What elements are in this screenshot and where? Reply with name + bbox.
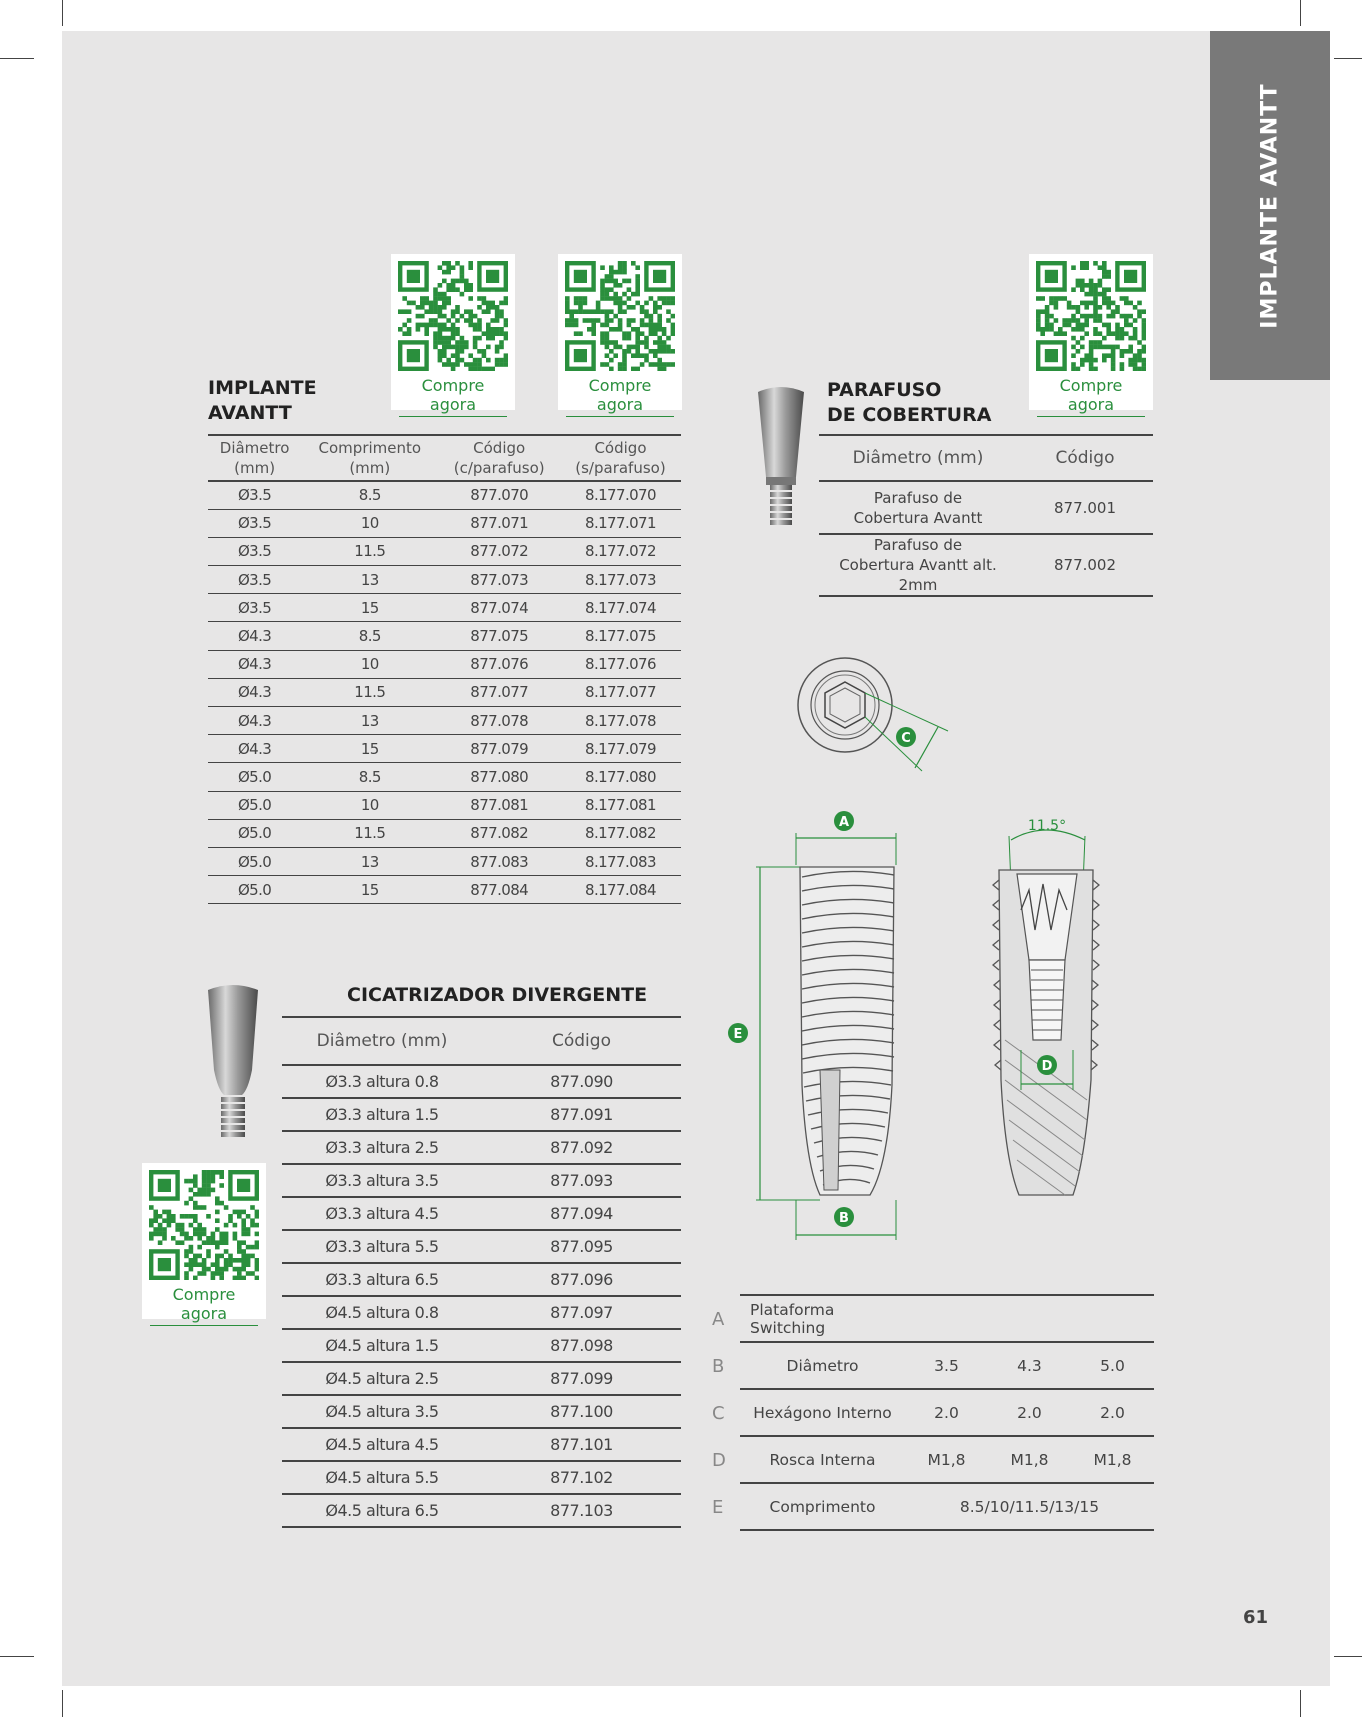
comprimento-cell: 15 [301,594,438,622]
table-row [208,847,681,875]
description-cell: Parafuso de Cobertura Avantt alt. 2mm [819,534,1017,596]
svg-text:A: A [838,815,850,830]
table-row [282,1428,681,1461]
codigo-cell: 877.102 [482,1461,681,1494]
diametro-cell: Ø3.3 altura 6.5 [282,1263,482,1296]
table-row [282,1098,681,1131]
buy-now-link[interactable]: Compre agora [566,376,674,417]
codigo-c-cell: 877.076 [438,650,560,678]
codigo-cell: 877.097 [482,1296,681,1329]
spec-value: 2.0 [988,1389,1071,1436]
codigo-c-cell: 877.077 [438,678,560,706]
spec-value: 8.5/10/11.5/13/15 [905,1483,1154,1530]
comprimento-cell: 13 [301,707,438,735]
diametro-cell: Ø3.5 [208,537,301,565]
comprimento-cell: 11.5 [301,819,438,847]
table-row [282,1230,681,1263]
implante-heading [208,376,317,426]
diametro-cell: Ø5.0 [208,819,301,847]
spec-label: Hexágono Interno [740,1389,905,1436]
buy-now-link[interactable]: Compre agora [1037,376,1145,417]
spec-value: 5.0 [1071,1342,1154,1389]
table-row [740,1483,1154,1530]
col-codigo-s: Código (s/parafuso) [560,435,681,481]
codigo-c-cell: 877.084 [438,876,560,904]
spec-value [988,1295,1071,1342]
diametro-cell: Ø5.0 [208,847,301,875]
spec-letter: C [712,1403,725,1424]
table-row [208,876,681,904]
table-row [208,566,681,594]
diametro-cell: Ø4.5 altura 3.5 [282,1395,482,1428]
codigo-cell: 877.103 [482,1494,681,1527]
parafuso-title-line1: PARAFUSO [827,379,942,401]
crop-mark [62,0,63,26]
codigo-s-cell: 8.177.071 [560,509,681,537]
spec-label: Plataforma Switching [740,1295,905,1342]
diametro-cell: Ø4.3 [208,650,301,678]
codigo-cell: 877.094 [482,1197,681,1230]
diametro-cell: Ø3.5 [208,481,301,509]
codigo-s-cell: 8.177.083 [560,847,681,875]
codigo-cell: 877.001 [1017,481,1153,534]
spec-label: Rosca Interna [740,1436,905,1483]
table-row [282,1329,681,1362]
codigo-cell: 877.091 [482,1098,681,1131]
col-diametro: Diâmetro (mm) [208,435,301,481]
section-tab [1210,31,1330,380]
cicatrizador-heading: CICATRIZADOR DIVERGENTE [347,984,648,1006]
qr-code-icon [398,261,508,371]
table-row [819,481,1153,534]
comprimento-cell: 10 [301,509,438,537]
comprimento-cell: 15 [301,735,438,763]
table-row [208,707,681,735]
svg-text:C: C [901,731,911,746]
spec-value: 2.0 [905,1389,988,1436]
codigo-c-cell: 877.075 [438,622,560,650]
crop-mark [0,1656,34,1657]
table-row [208,735,681,763]
table-header-row [208,435,681,481]
codigo-c-cell: 877.074 [438,594,560,622]
crop-mark [0,58,34,59]
cover-screw-image [752,382,810,537]
col-diametro: Diâmetro (mm) [282,1017,482,1065]
codigo-cell: 877.100 [482,1395,681,1428]
table-row [208,509,681,537]
implante-table [208,434,681,904]
diametro-cell: Ø4.3 [208,622,301,650]
table-row [208,791,681,819]
codigo-c-cell: 877.072 [438,537,560,565]
codigo-s-cell: 8.177.079 [560,735,681,763]
diametro-cell: Ø5.0 [208,876,301,904]
healing-abutment-image [204,980,262,1140]
implant-top-view-diagram [790,655,960,780]
table-row [282,1197,681,1230]
codigo-c-cell: 877.079 [438,735,560,763]
qr-code-card[interactable] [558,254,682,414]
codigo-c-cell: 877.078 [438,707,560,735]
svg-text:E: E [733,1027,743,1042]
table-row [740,1389,1154,1436]
col-codigo: Código [1017,435,1153,481]
angle-label: 11.5° [1027,818,1067,834]
table-row [208,537,681,565]
svg-text:B: B [839,1211,849,1226]
implante-title-line2: AVANTT [208,402,292,424]
codigo-s-cell: 8.177.078 [560,707,681,735]
qr-code-icon [565,261,675,371]
page-number: 61 [1243,1607,1269,1628]
specs-table [740,1294,1154,1531]
codigo-s-cell: 8.177.080 [560,763,681,791]
parafuso-table [819,434,1153,597]
spec-value: M1,8 [905,1436,988,1483]
comprimento-cell: 15 [301,876,438,904]
description-cell: Parafuso de Cobertura Avantt [819,481,1017,534]
comprimento-cell: 11.5 [301,537,438,565]
spec-letter: B [712,1356,725,1377]
qr-code-icon [149,1170,259,1280]
diametro-cell: Ø3.5 [208,566,301,594]
qr-code-card[interactable] [1029,254,1153,414]
comprimento-cell: 11.5 [301,678,438,706]
codigo-c-cell: 877.083 [438,847,560,875]
diametro-cell: Ø4.5 altura 6.5 [282,1494,482,1527]
table-row [740,1436,1154,1483]
diametro-cell: Ø4.5 altura 2.5 [282,1362,482,1395]
table-row [208,481,681,509]
diametro-cell: Ø3.5 [208,509,301,537]
diametro-cell: Ø3.3 altura 0.8 [282,1065,482,1098]
col-codigo: Código [482,1017,681,1065]
table-row [282,1461,681,1494]
table-row [740,1342,1154,1389]
table-row [740,1295,1154,1342]
comprimento-cell: 13 [301,566,438,594]
diametro-cell: Ø3.5 [208,594,301,622]
qr-code-card[interactable] [142,1163,266,1323]
diametro-cell: Ø3.3 altura 5.5 [282,1230,482,1263]
codigo-cell: 877.101 [482,1428,681,1461]
spec-value: M1,8 [988,1436,1071,1483]
spec-label: Comprimento [740,1483,905,1530]
diametro-cell: Ø3.3 altura 1.5 [282,1098,482,1131]
cicatrizador-table [282,1016,681,1528]
codigo-s-cell: 8.177.070 [560,481,681,509]
comprimento-cell: 8.5 [301,763,438,791]
table-row [208,650,681,678]
codigo-cell: 877.098 [482,1329,681,1362]
table-header-row [819,435,1153,481]
crop-mark [1300,1690,1301,1717]
diametro-cell: Ø4.3 [208,678,301,706]
codigo-s-cell: 8.177.074 [560,594,681,622]
parafuso-heading [827,378,991,428]
crop-mark [1334,58,1362,59]
spec-letter: E [712,1497,724,1518]
qr-code-icon [1036,261,1146,371]
codigo-c-cell: 877.080 [438,763,560,791]
table-row [282,1296,681,1329]
codigo-c-cell: 877.070 [438,481,560,509]
table-row [208,594,681,622]
codigo-cell: 877.095 [482,1230,681,1263]
table-row [208,763,681,791]
codigo-c-cell: 877.082 [438,819,560,847]
codigo-s-cell: 8.177.075 [560,622,681,650]
comprimento-cell: 8.5 [301,481,438,509]
crop-mark [1334,1656,1362,1657]
codigo-c-cell: 877.071 [438,509,560,537]
diametro-cell: Ø3.3 altura 3.5 [282,1164,482,1197]
diametro-cell: Ø4.5 altura 4.5 [282,1428,482,1461]
codigo-cell: 877.093 [482,1164,681,1197]
qr-code-card[interactable] [391,254,515,414]
crop-mark [62,1690,63,1717]
codigo-s-cell: 8.177.077 [560,678,681,706]
codigo-s-cell: 8.177.081 [560,791,681,819]
diametro-cell: Ø4.5 altura 5.5 [282,1461,482,1494]
section-tab-label: IMPLANTE AVANTT [1257,82,1283,329]
spec-value [905,1295,988,1342]
spec-value: 4.3 [988,1342,1071,1389]
table-row [282,1131,681,1164]
table-row [282,1263,681,1296]
codigo-cell: 877.090 [482,1065,681,1098]
spec-value: M1,8 [1071,1436,1154,1483]
codigo-s-cell: 8.177.072 [560,537,681,565]
codigo-s-cell: 8.177.082 [560,819,681,847]
codigo-cell: 877.096 [482,1263,681,1296]
implant-cross-section-diagram [985,810,1100,1205]
implant-side-view-diagram [720,805,920,1250]
codigo-cell: 877.099 [482,1362,681,1395]
codigo-s-cell: 8.177.073 [560,566,681,594]
table-row [282,1164,681,1197]
codigo-cell: 877.002 [1017,534,1153,596]
comprimento-cell: 8.5 [301,622,438,650]
implante-title-line1: IMPLANTE [208,377,317,399]
diametro-cell: Ø5.0 [208,791,301,819]
codigo-c-cell: 877.081 [438,791,560,819]
table-row [282,1065,681,1098]
table-header-row [282,1017,681,1065]
diametro-cell: Ø4.3 [208,707,301,735]
spec-value: 2.0 [1071,1389,1154,1436]
table-row [819,534,1153,596]
diametro-cell: Ø4.5 altura 0.8 [282,1296,482,1329]
comprimento-cell: 10 [301,650,438,678]
diametro-cell: Ø3.3 altura 4.5 [282,1197,482,1230]
spec-value [1071,1295,1154,1342]
col-comprimento: Comprimento (mm) [301,435,438,481]
parafuso-title-line2: DE COBERTURA [827,404,992,426]
diametro-cell: Ø4.5 altura 1.5 [282,1329,482,1362]
diametro-cell: Ø4.3 [208,735,301,763]
table-row [282,1362,681,1395]
table-row [208,678,681,706]
codigo-s-cell: 8.177.076 [560,650,681,678]
comprimento-cell: 13 [301,847,438,875]
col-codigo-c: Código (c/parafuso) [438,435,560,481]
buy-now-link[interactable]: Compre agora [150,1285,258,1326]
crop-mark [1300,0,1301,26]
spec-letter: A [712,1309,725,1330]
comprimento-cell: 10 [301,791,438,819]
spec-value: 3.5 [905,1342,988,1389]
buy-now-link[interactable]: Compre agora [399,376,507,417]
col-diametro: Diâmetro (mm) [819,435,1017,481]
diametro-cell: Ø3.3 altura 2.5 [282,1131,482,1164]
table-row [282,1395,681,1428]
table-row [208,622,681,650]
codigo-cell: 877.092 [482,1131,681,1164]
svg-text:D: D [1041,1059,1053,1074]
table-row [208,819,681,847]
diametro-cell: Ø5.0 [208,763,301,791]
spec-letters [712,1296,726,1531]
table-row [282,1494,681,1527]
codigo-c-cell: 877.073 [438,566,560,594]
codigo-s-cell: 8.177.084 [560,876,681,904]
spec-label: Diâmetro [740,1342,905,1389]
spec-letter: D [712,1450,726,1471]
